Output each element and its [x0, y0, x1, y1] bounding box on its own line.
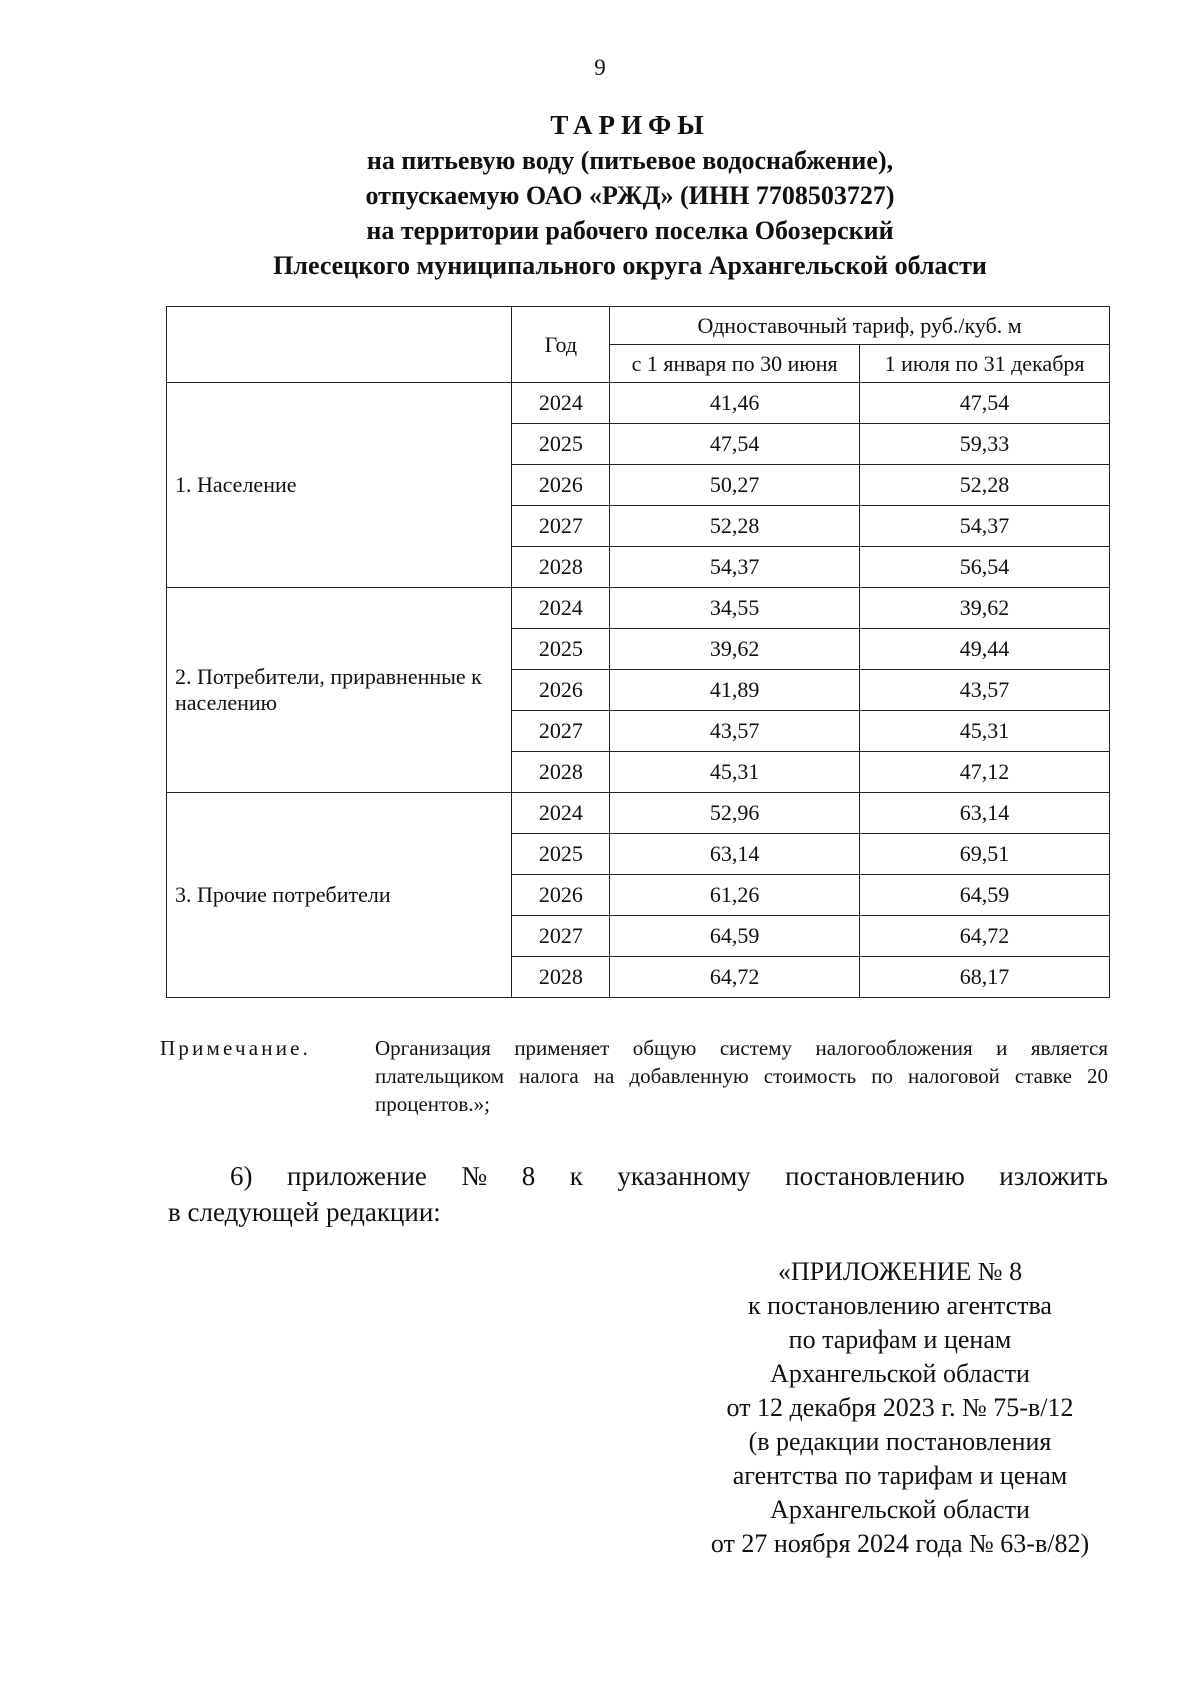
- header-period-1: с 1 января по 30 июня: [610, 345, 860, 383]
- year-cell: 2027: [512, 506, 610, 547]
- value-cell: 45,31: [610, 752, 860, 793]
- value-cell: 69,51: [860, 834, 1110, 875]
- paragraph-word: постановлению: [785, 1161, 965, 1191]
- value-cell: 41,89: [610, 670, 860, 711]
- appendix-line: по тарифам и ценам: [788, 1325, 1012, 1354]
- appendix-line: к постановлению агентства: [748, 1291, 1052, 1320]
- value-cell: 41,46: [610, 383, 860, 424]
- paragraph-word: к: [569, 1161, 583, 1191]
- paragraph-word: указанному: [617, 1161, 751, 1191]
- value-cell: 34,55: [610, 588, 860, 629]
- table-row: [167, 793, 1110, 834]
- tariff-table: [166, 306, 1110, 998]
- paragraph-word: 6): [230, 1161, 253, 1191]
- category-cell: 3. Прочие потребители: [167, 793, 512, 998]
- header-period-2: 1 июля по 31 декабря: [860, 345, 1110, 383]
- year-cell: 2026: [512, 465, 610, 506]
- paragraph-word: №: [461, 1161, 488, 1191]
- title-line: Плесецкого муниципального округа Архангельской области: [273, 251, 987, 280]
- header-tariff: Одноставочный тариф, руб./куб. м: [610, 307, 1110, 345]
- value-cell: 64,59: [610, 916, 860, 957]
- appendix-line: Архангельской области: [770, 1495, 1030, 1524]
- value-cell: 64,72: [610, 957, 860, 998]
- value-cell: 63,14: [610, 834, 860, 875]
- value-cell: 39,62: [610, 629, 860, 670]
- value-cell: 45,31: [860, 711, 1110, 752]
- value-cell: 54,37: [860, 506, 1110, 547]
- value-cell: 52,28: [860, 465, 1110, 506]
- paragraph-line-2: в следующей редакции:: [168, 1197, 441, 1227]
- appendix-line: агентства по тарифам и ценам: [732, 1461, 1068, 1490]
- paragraph-line-1: [168, 1158, 1108, 1194]
- value-cell: 52,28: [610, 506, 860, 547]
- title-line: на питьевую воду (питьевое водоснабжение),: [366, 146, 894, 175]
- year-cell: 2026: [512, 875, 610, 916]
- value-cell: 64,59: [860, 875, 1110, 916]
- page-number: 9: [594, 55, 606, 80]
- value-cell: 43,57: [860, 670, 1110, 711]
- table-row: [167, 588, 1110, 629]
- value-cell: 61,26: [610, 875, 860, 916]
- table-row: [167, 383, 1110, 424]
- year-cell: 2028: [512, 752, 610, 793]
- note-text: Организация применяет общую систему налогообложения и является плательщиком налога на добавленную стоимость по налоговой ставке 20 процентов.»;: [375, 1036, 1108, 1116]
- value-cell: 63,14: [860, 793, 1110, 834]
- appendix-line: «ПРИЛОЖЕНИЕ № 8: [777, 1257, 1023, 1286]
- header-year: Год: [512, 307, 610, 383]
- value-cell: 49,44: [860, 629, 1110, 670]
- year-cell: 2028: [512, 957, 610, 998]
- amendment-paragraph: [168, 1158, 1108, 1230]
- year-cell: 2024: [512, 793, 610, 834]
- category-cell: 1. Население: [167, 383, 512, 588]
- year-cell: 2025: [512, 424, 610, 465]
- title-main: ТАРИФЫ: [550, 110, 710, 140]
- title-line: на территории рабочего поселка Обозерский: [366, 216, 894, 245]
- appendix-line: от 27 ноября 2024 года № 63-в/82): [710, 1529, 1090, 1558]
- year-cell: 2025: [512, 834, 610, 875]
- value-cell: 47,54: [860, 383, 1110, 424]
- value-cell: 50,27: [610, 465, 860, 506]
- paragraph-word: изложить: [999, 1161, 1108, 1191]
- appendix-line: от 12 декабря 2023 г. № 75-в/12: [726, 1393, 1074, 1422]
- year-cell: 2028: [512, 547, 610, 588]
- appendix-line: Архангельской области: [770, 1359, 1030, 1388]
- value-cell: 54,37: [610, 547, 860, 588]
- year-cell: 2024: [512, 383, 610, 424]
- title-line: отпускаемую ОАО «РЖД» (ИНН 7708503727): [365, 181, 895, 210]
- year-cell: 2027: [512, 916, 610, 957]
- appendix-heading: [620, 1255, 1180, 1561]
- paragraph-word: 8: [521, 1161, 536, 1191]
- value-cell: 47,12: [860, 752, 1110, 793]
- year-cell: 2025: [512, 629, 610, 670]
- appendix-line: (в редакции постановления: [748, 1427, 1052, 1456]
- paragraph-word: приложение: [287, 1161, 427, 1191]
- document-title: [200, 108, 1060, 283]
- value-cell: 43,57: [610, 711, 860, 752]
- year-cell: 2024: [512, 588, 610, 629]
- note-label: Примечание.: [160, 1036, 312, 1060]
- value-cell: 64,72: [860, 916, 1110, 957]
- year-cell: 2026: [512, 670, 610, 711]
- header-category: [167, 307, 512, 383]
- value-cell: 47,54: [610, 424, 860, 465]
- value-cell: 39,62: [860, 588, 1110, 629]
- value-cell: 59,33: [860, 424, 1110, 465]
- value-cell: 56,54: [860, 547, 1110, 588]
- category-cell: 2. Потребители, приравненные к населению: [167, 588, 512, 793]
- year-cell: 2027: [512, 711, 610, 752]
- value-cell: 68,17: [860, 957, 1110, 998]
- value-cell: 52,96: [610, 793, 860, 834]
